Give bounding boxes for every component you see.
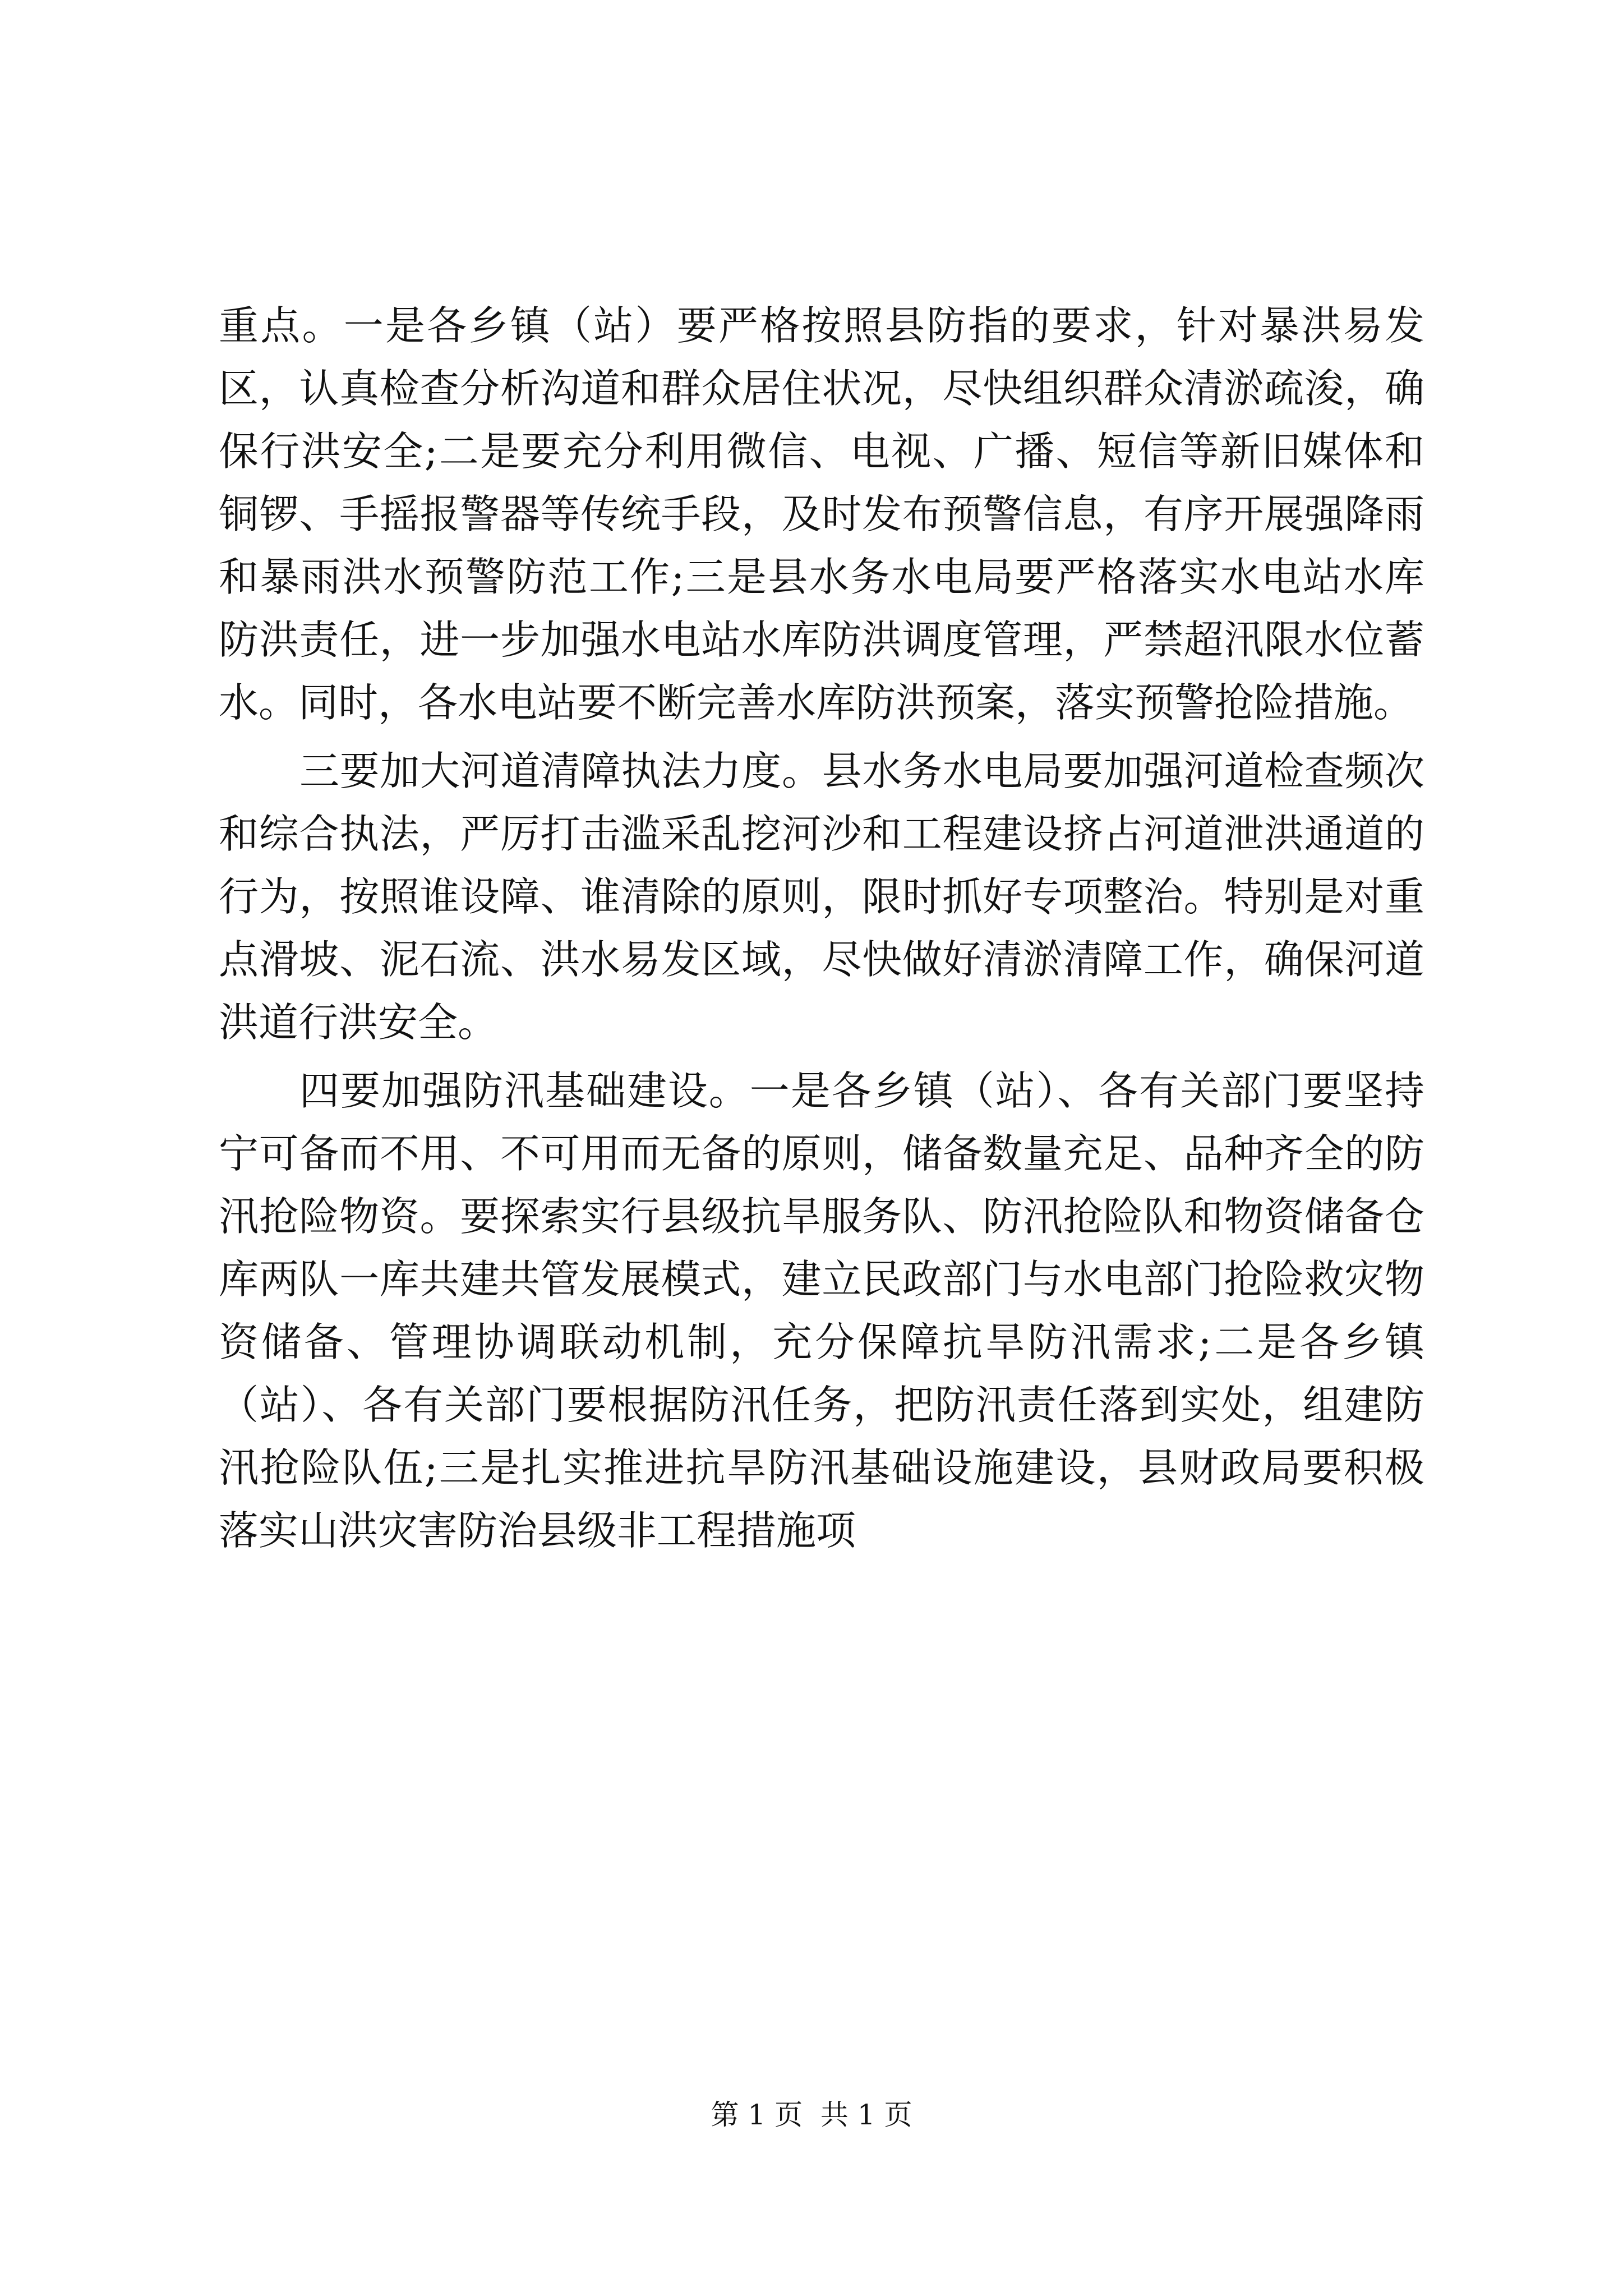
paragraph-river-clearing: 三要加大河道清障执法力度。县水务水电局要加强河道检查频次和综合执法，严厉打击滥采乱挖河沙和工程建设挤占河道泄洪通道的行为，按照谁设障、谁清除的原则，限时抓好专项整治。特别是对重点滑坡、泥石流、洪水易发区域，尽快做好清淤清障工作，确保河道洪道行洪安全。	[219, 748, 1424, 1046]
page-footer: 第 1 页 共 1 页	[711, 2099, 912, 2131]
paragraph-flood-infrastructure: 四要加强防汛基础建设。一是各乡镇（站）、各有关部门要坚持宁可备而不用、不可用而无备的原则，储备数量充足、品种齐全的防汛抢险物资。要探索实行县级抗旱服务队、防汛抢险队和物资储备仓库两队一库共建共管发展模式，建立民政部门与水电部门抢险救灾物资储备、管理协调联动机制，充分保障抗旱防汛需求;二是各乡镇（站）、各有关部门要根据防汛任务，把防汛责任落到实处，组建防汛抢险队伍;三是扎实推进抗旱防汛基础设施建设，县财政局要积极落实山洪灾害防治县级非工程措施项	[219, 1068, 1424, 1554]
document-body	[219, 295, 1424, 1562]
paragraph-continuation: 重点。一是各乡镇（站）要严格按照县防指的要求，针对暴洪易发区，认真检查分析沟道和群众居住状况，尽快组织群众清淤疏浚，确保行洪安全;二是要充分利用微信、电视、广播、短信等新旧媒体和铜锣、手摇报警器等传统手段，及时发布预警信息，有序开展强降雨和暴雨洪水预警防范工作;三是县水务水电局要严格落实水电站水库防洪责任，进一步加强水电站水库防洪调度管理，严禁超汛限水位蓄水。同时，各水电站要不断完善水库防洪预案，落实预警抢险措施。	[219, 302, 1424, 726]
